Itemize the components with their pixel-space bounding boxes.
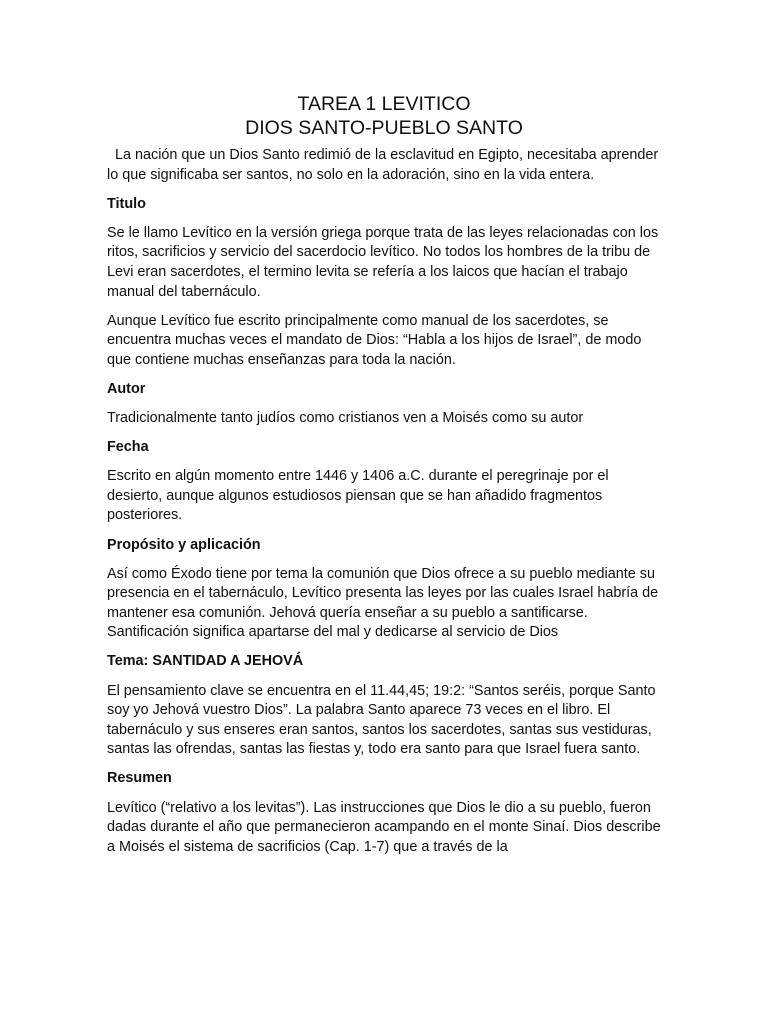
section-heading-resumen: Resumen xyxy=(107,770,172,787)
titulo-paragraph-1: Se le llamo Levítico en la versión griega porque trata de las leyes relacionadas con los ritos, sacrificios y servicio del sacerdocio levítico. No todos los hombres de la tribu de Levi eran sacerdotes, el termino levita se refería a los laicos que hacían el trabajo manual del tabernáculo. xyxy=(107,224,659,300)
tema-paragraph: El pensamiento clave se encuentra en el 11.44,45; 19:2: “Santos seréis, porque Santo soy yo Jehová vuestro Dios”. La palabra Santo aparece 73 veces en el libro. El tabernáculo y sus enseres eran santos, santos los sacerdotes, santas sus vestiduras, santas las ofrendas, santas las fiestas y, todo era santo para que Israel fuera santo. xyxy=(107,682,656,758)
section-heading-proposito: Propósito y aplicación xyxy=(107,536,261,553)
section-heading-autor: Autor xyxy=(107,380,146,397)
section-heading-titulo: Titulo xyxy=(107,195,146,212)
resumen-paragraph: Levítico (“relativo a los levitas”). Las instrucciones que Dios le dio a su pueblo, fueron dadas durante el año que permanecieron acampando en el monte Sinaí. Dios describe a Moisés el sistema de sacrificios (Cap. 1-7) que a través de la xyxy=(107,799,661,855)
section-heading-tema: Tema: SANTIDAD A JEHOVÁ xyxy=(107,653,304,670)
intro-paragraph: La nación que un Dios Santo redimió de la esclavitud en Egipto, necesitaba aprender lo que significaba ser santos, no solo en la adoración, sino en la vida entera. xyxy=(107,147,659,183)
document-title xyxy=(107,92,661,140)
fecha-paragraph: Escrito en algún momento entre 1446 y 1406 a.C. durante el peregrinaje por el desierto, aunque algunos estudiosos piensan que se han añadido fragmentos posteriores. xyxy=(107,468,609,524)
section-heading-fecha: Fecha xyxy=(107,439,149,456)
titulo-paragraph-2: Aunque Levítico fue escrito principalmente como manual de los sacerdotes, se encuentra muchas veces el mandato de Dios: “Habla a los hijos de Israel”, de modo que contiene muchas enseñanzas para toda la nación. xyxy=(107,312,642,368)
proposito-paragraph: Así como Éxodo tiene por tema la comunión que Dios ofrece a su pueblo mediante su presencia en el tabernáculo, Levítico presenta las leyes por las cuales Israel habría de mantener esa comunión. Jehová quería enseñar a su pueblo a santificarse. Santificación significa apartarse del mal y dedicarse al servicio de Dios xyxy=(107,565,659,641)
autor-paragraph: Tradicionalmente tanto judíos como cristianos ven a Moisés como su autor xyxy=(107,410,584,427)
title-line-2: DIOS SANTO-PUEBLO SANTO xyxy=(245,117,523,139)
title-line-1: TAREA 1 LEVITICO xyxy=(297,93,471,115)
